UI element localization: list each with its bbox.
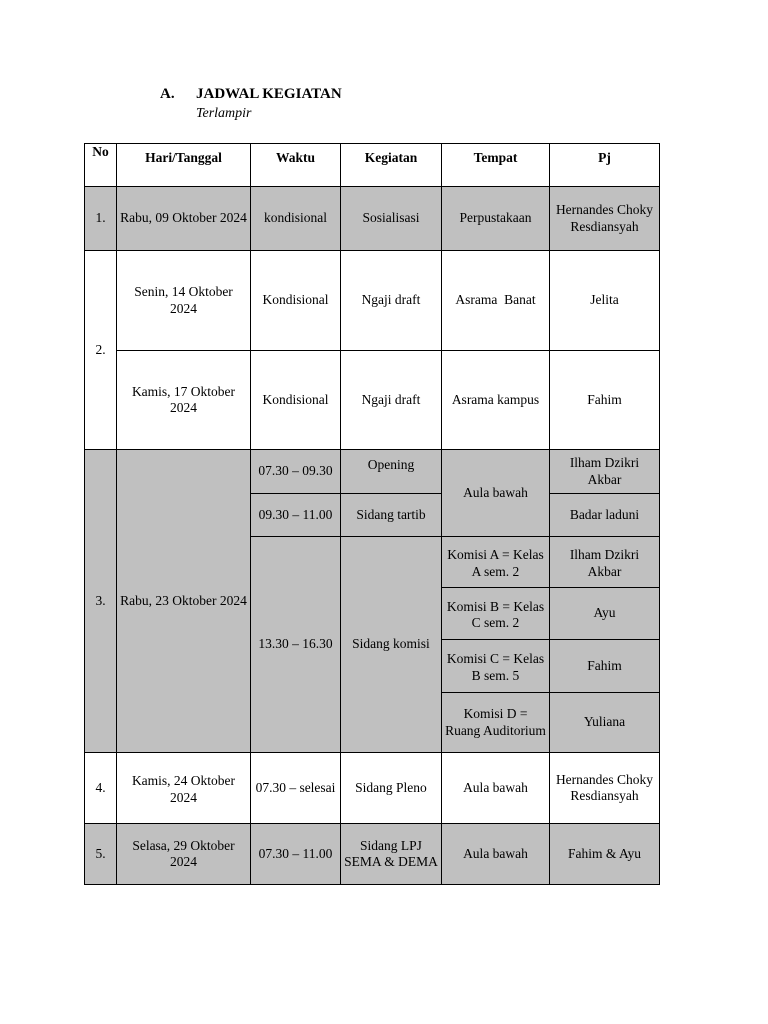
- header-place: Tempat: [442, 144, 550, 187]
- cell-time: 07.30 – 11.00: [251, 824, 341, 885]
- cell-pj: Ilham Dzikri Akbar: [550, 537, 660, 588]
- header-day-date: Hari/Tanggal: [117, 144, 251, 187]
- header-no: No: [85, 144, 117, 187]
- table-row: [85, 753, 660, 824]
- cell-place: Aula bawah: [442, 824, 550, 885]
- cell-pj: Fahim: [550, 351, 660, 450]
- cell-pj: Hernandes Choky Resdiansyah: [550, 753, 660, 824]
- cell-place: Asrama Banat: [442, 251, 550, 351]
- cell-time: Kondisional: [251, 351, 341, 450]
- cell-no: 5.: [85, 824, 117, 885]
- cell-activity: Sidang tartib: [341, 494, 442, 537]
- cell-no: 4.: [85, 753, 117, 824]
- header-pj: Pj: [550, 144, 660, 187]
- cell-place: Komisi C = Kelas B sem. 5: [442, 640, 550, 693]
- header-time: Waktu: [251, 144, 341, 187]
- section-subtitle: Terlampir: [196, 106, 252, 121]
- cell-place: Aula bawah: [442, 450, 550, 537]
- section-heading: [160, 86, 342, 103]
- cell-day-date: Rabu, 23 Oktober 2024: [117, 450, 251, 753]
- cell-place: Komisi B = Kelas C sem. 2: [442, 588, 550, 640]
- cell-pj: Fahim & Ayu: [550, 824, 660, 885]
- cell-pj: Jelita: [550, 251, 660, 351]
- table-row: [85, 351, 660, 450]
- table-row: [85, 187, 660, 251]
- cell-activity: Ngaji draft: [341, 251, 442, 351]
- section-number: A.: [160, 86, 175, 102]
- cell-day-date: Senin, 14 Oktober 2024: [117, 251, 251, 351]
- schedule-table: [84, 143, 660, 885]
- cell-no: 3.: [85, 450, 117, 753]
- cell-pj: Ayu: [550, 588, 660, 640]
- cell-day-date: Rabu, 09 Oktober 2024: [117, 187, 251, 251]
- cell-activity: Sosialisasi: [341, 187, 442, 251]
- table-header-row: [85, 144, 660, 187]
- cell-place: Aula bawah: [442, 753, 550, 824]
- cell-pj: Hernandes Choky Resdiansyah: [550, 187, 660, 251]
- table-row: [85, 251, 660, 351]
- table-row: [85, 824, 660, 885]
- cell-activity: Ngaji draft: [341, 351, 442, 450]
- cell-no: 1.: [85, 187, 117, 251]
- cell-time: kondisional: [251, 187, 341, 251]
- cell-no: 2.: [85, 251, 117, 450]
- cell-time: Kondisional: [251, 251, 341, 351]
- cell-pj: Yuliana: [550, 693, 660, 753]
- cell-activity: Sidang LPJ SEMA & DEMA: [341, 824, 442, 885]
- table-row: [85, 450, 660, 494]
- cell-pj: Ilham Dzikri Akbar: [550, 450, 660, 494]
- cell-activity: Sidang Pleno: [341, 753, 442, 824]
- section-title: JADWAL KEGIATAN: [196, 86, 342, 102]
- cell-day-date: Kamis, 24 Oktober 2024: [117, 753, 251, 824]
- cell-pj: Badar laduni: [550, 494, 660, 537]
- cell-place: Komisi A = Kelas A sem. 2: [442, 537, 550, 588]
- cell-place: Perpustakaan: [442, 187, 550, 251]
- cell-place: Asrama kampus: [442, 351, 550, 450]
- cell-day-date: Selasa, 29 Oktober 2024: [117, 824, 251, 885]
- cell-place: Komisi D = Ruang Auditorium: [442, 693, 550, 753]
- cell-time: 07.30 – selesai: [251, 753, 341, 824]
- cell-time: 07.30 – 09.30: [251, 450, 341, 494]
- cell-pj: Fahim: [550, 640, 660, 693]
- cell-time: 09.30 – 11.00: [251, 494, 341, 537]
- cell-day-date: Kamis, 17 Oktober 2024: [117, 351, 251, 450]
- header-activity: Kegiatan: [341, 144, 442, 187]
- cell-time: 13.30 – 16.30: [251, 537, 341, 753]
- cell-activity: Opening: [341, 450, 442, 494]
- cell-activity: Sidang komisi: [341, 537, 442, 753]
